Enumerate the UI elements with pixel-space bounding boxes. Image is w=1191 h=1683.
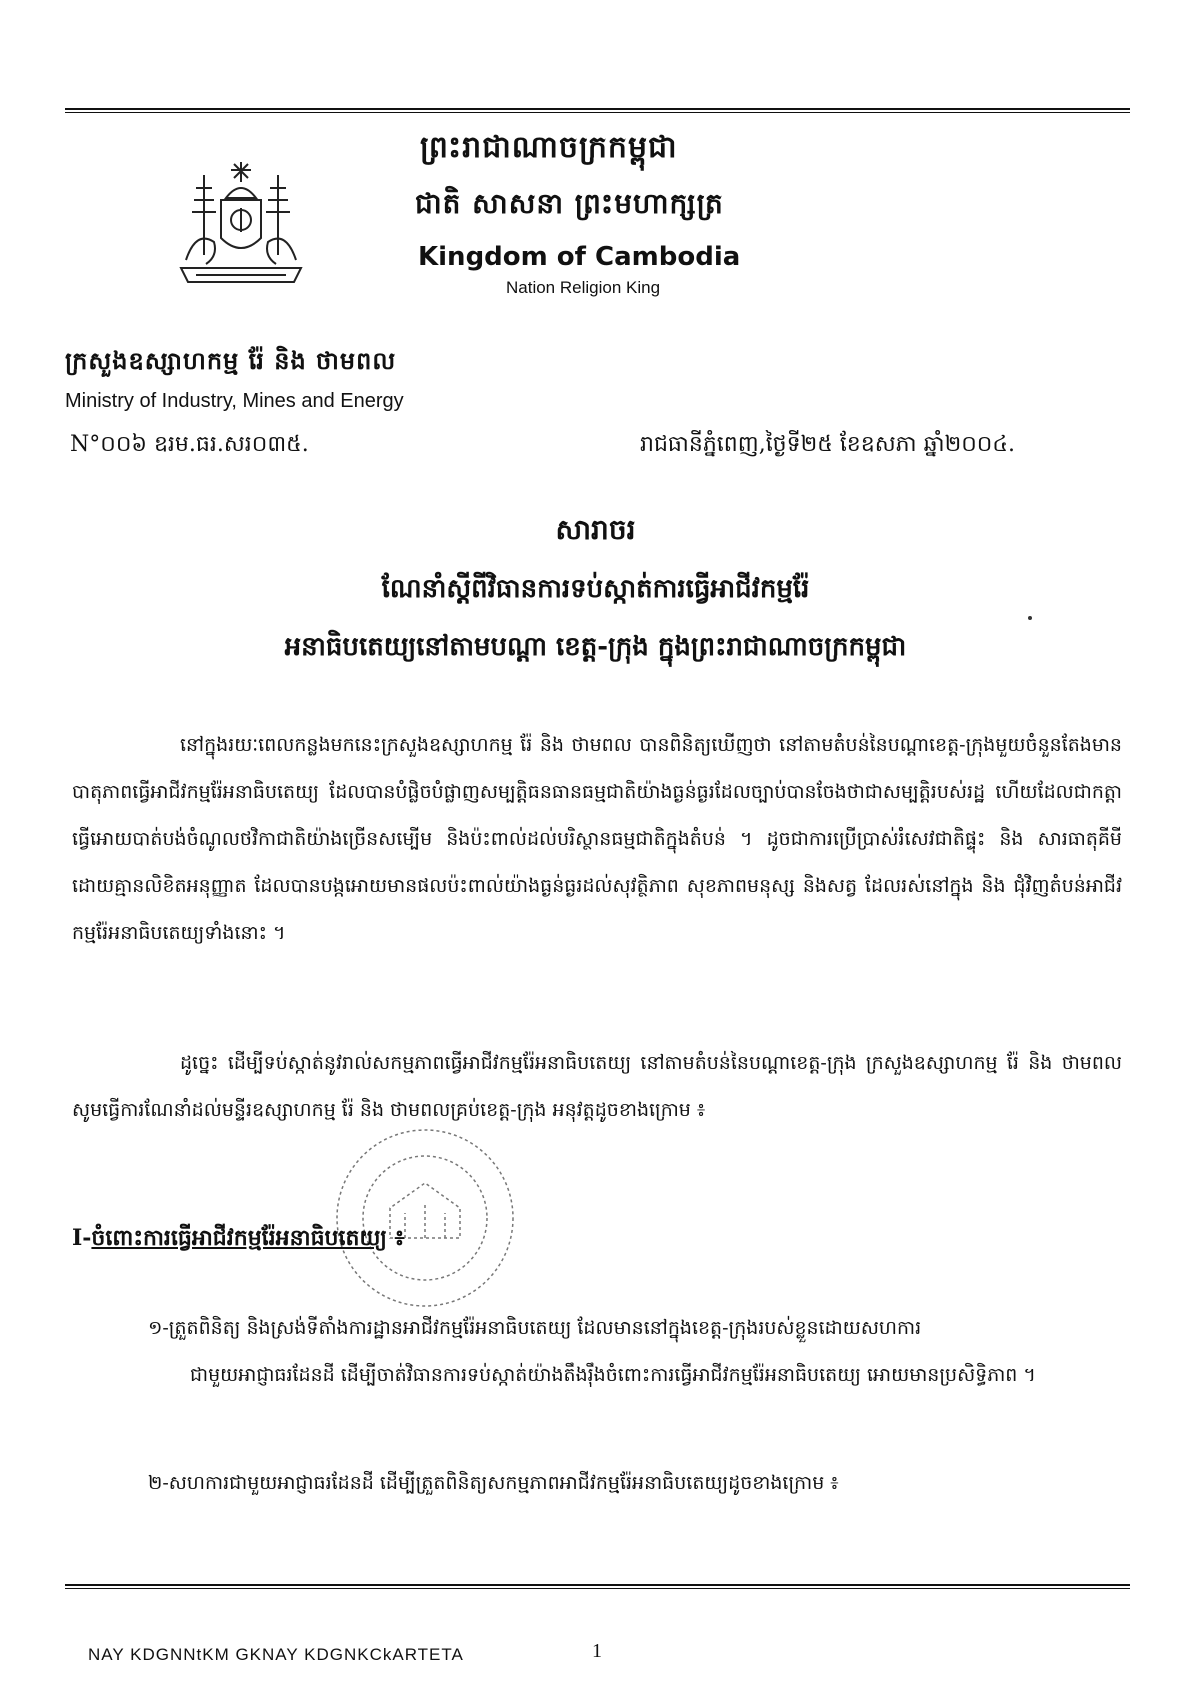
national-motto-english: Nation Religion King <box>506 278 661 297</box>
footer-rule <box>65 1584 1130 1589</box>
official-seal-icon <box>330 1118 520 1318</box>
list-item-1-first-line: ១-ត្រួតពិនិត្យ និងស្រង់ទីតាំងការដ្ឋានអាជីវកម្មរ៉ែអនាធិបតេយ្យ ដែលមាននៅក្នុងខេត្ត-ក្រុងរបស់ខ្លួនដោយសហការ <box>148 1317 922 1339</box>
footer-text: NAY KDGNNtKM GKNAY KDGNKCkARTETA <box>88 1645 464 1664</box>
list-item-1-continuation: ជាមួយអាជ្ញាធរដែនដី ដើម្បីចាត់វិធានការទប់ស្កាត់យ៉ាងតឹងរ៉ឹងចំពោះការធ្វើអាជីវកម្មរ៉ែអនាធិបតេយ្យ អោយមានប្រសិទ្ធិភាព ។ <box>190 1364 1036 1386</box>
subject-line-1: ណែនាំស្តីពីវិធានការទប់ស្កាត់ការធ្វើអាជីវកម្មរ៉ែ <box>381 574 810 604</box>
header-rule <box>65 108 1130 113</box>
list-item-2: ២-សហការជាមួយអាជ្ញាធរដែនដី ដើម្បីត្រួតពិនិត្យសកម្មភាពអាជីវកម្មរ៉ែអនាធិបតេយ្យដូចខាងក្រោម ៖ <box>148 1472 839 1494</box>
page-number: 1 <box>592 1640 602 1662</box>
section-heading-text: ចំពោះការធ្វើអាជីវកម្មរ៉ែអនាធិបតេយ្យ <box>91 1225 387 1251</box>
place-and-date: រាជធានីភ្នំពេញ,ថ្ងៃទី២៥ ខែឧសភា ឆ្នាំ២០០៤. <box>640 432 1015 457</box>
reference-number: N°០០៦ ឧរម.ធរ.សរ០៣៥. <box>70 432 309 457</box>
subject-line-2: អនាធិបតេយ្យនៅតាមបណ្តា ខេត្ត-ក្រុង ក្នុងព្រះរាជាណាចក្រកម្ពុជា <box>284 632 907 662</box>
list-item-1 <box>148 1305 1128 1399</box>
body-paragraph-1: នៅក្នុងរយៈពេលកន្លងមកនេះក្រសួងឧស្សាហកម្ម រ៉ែ និង ថាមពល បានពិនិត្យឃើញថា នៅតាមតំបន់នៃបណ្តាខេត្ត-ក្រុងមួយចំនួនតែងមានបាតុភាពធ្វើអាជីវកម្មរ៉ែអនាធិបតេយ្យ ដែលបានបំផ្លិចបំផ្លាញសម្បត្តិធនធានធម្មជាតិយ៉ាងធ្ងន់ធ្ងរដែលច្បាប់បានចែងថាជាសម្បត្តិរបស់រដ្ឋ ហើយដែលជាកត្តាធ្វើអោយបាត់បង់ចំណូលថវិកាជាតិយ៉ាងច្រើនសម្បើម និងប៉ះពាល់ដល់បរិស្ថានធម្មជាតិក្នុងតំបន់ ។ ដូចជាការប្រើប្រាស់រំសេវជាតិផ្ទុះ និង សារធាតុគីមីដោយគ្មានលិខិតអនុញ្ញាត ដែលបានបង្កអោយមានផលប៉ះពាល់យ៉ាងធ្ងន់ធ្ងរដល់សុវត្ថិភាព សុខភាពមនុស្ស និងសត្វ ដែលរស់នៅក្នុង និង ជុំវិញតំបន់អាជីវកម្មរ៉ែអនាធិបតេយ្យទាំងនោះ ។ <box>72 734 1122 944</box>
body-paragraph-2: ដូច្នេះ ដើម្បីទប់ស្កាត់នូវរាល់សកម្មភាពធ្វើអាជីវកម្មរ៉ែអនាធិបតេយ្យ នៅតាមតំបន់នៃបណ្តាខេត្ត-ក្រុង ក្រសួងឧស្សាហកម្ម រ៉ែ និង ថាមពល សូមធ្វើការណែនាំដល់មន្ទីរឧស្សាហកម្ម រ៉ែ និង ថាមពលគ្រប់ខេត្ត-ក្រុង អនុវត្តដូចខាងក្រោម ៖ <box>72 1052 1122 1121</box>
document-type-title: សារាចរ <box>555 513 636 546</box>
royal-emblem-icon <box>176 160 306 288</box>
national-motto-khmer: ជាតិ សាសនា ព្រះមហាក្សត្រ <box>415 187 724 220</box>
section-heading-suffix: ៖ <box>386 1225 405 1251</box>
ministry-name-khmer: ក្រសួងឧស្សាហកម្ម រ៉ែ និង ថាមពល <box>65 346 397 375</box>
stray-mark <box>1028 616 1032 620</box>
section-heading-prefix: I- <box>72 1225 92 1251</box>
kingdom-name-english: Kingdom of Cambodia <box>418 242 741 272</box>
kingdom-name-khmer: ព្រះរាជាណាចក្រកម្ពុជា <box>420 130 678 165</box>
section-heading-i <box>72 1224 404 1256</box>
ministry-name-english: Ministry of Industry, Mines and Energy <box>65 390 404 412</box>
